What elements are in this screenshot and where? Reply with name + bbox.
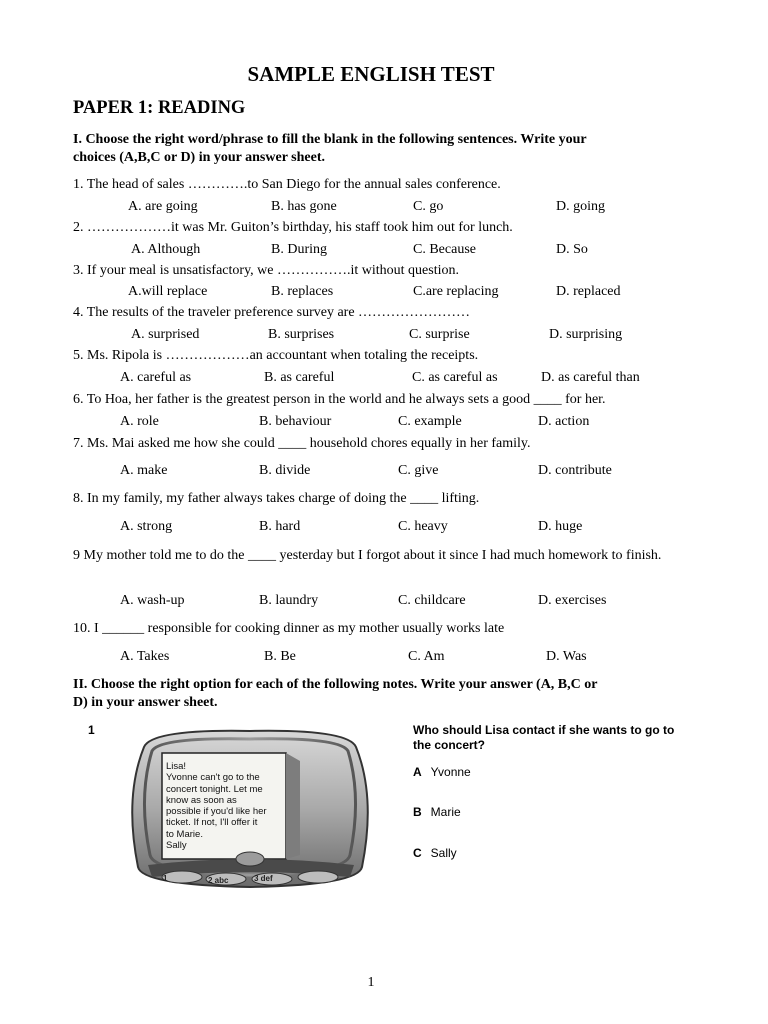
option: C. Am [408, 649, 445, 664]
option: B. During [271, 242, 327, 257]
option: D. Was [546, 649, 587, 664]
phone-key [298, 871, 338, 883]
paper-heading: PAPER 1: READING [73, 98, 246, 118]
message-line: ticket. If not, I'll offer it [166, 817, 258, 829]
question-2: 2. ………………it was Mr. Guiton’s birthday, his staff took him out for lunch. [73, 220, 513, 235]
note-question: Who should Lisa contact if she wants to go to the concert? [413, 723, 675, 752]
option: D. action [538, 414, 590, 429]
note-option-b [413, 805, 461, 819]
option: D. surprising [549, 327, 623, 342]
question-10: 10. I ______ responsible for cooking dinner as my mother usually works late [73, 621, 505, 636]
option: B. as careful [264, 370, 335, 385]
message-line: know as soon as [166, 794, 237, 806]
question-3: 3. If your meal is unsatisfactory, we …………….it without question. [73, 263, 459, 278]
option: C. as careful as [412, 370, 498, 385]
page-number: 1 [367, 975, 375, 990]
option: D. contribute [538, 463, 612, 478]
option-letter: C [413, 846, 422, 860]
section-1-heading-line: I. Choose the right word/phrase to fill the blank in the following sentences. Write your [73, 132, 587, 147]
phone-key-label: 3 def [254, 874, 273, 883]
phone-key [162, 871, 202, 883]
option: C. childcare [398, 593, 466, 608]
section-2-heading-line: D) in your answer sheet. [73, 695, 218, 710]
option: D. as careful than [541, 370, 640, 385]
option: B. has gone [271, 199, 337, 214]
question-4: 4. The results of the traveler preference survey are …………………… [73, 305, 471, 320]
option: A. surprised [131, 327, 200, 342]
page-title: SAMPLE ENGLISH TEST [247, 62, 495, 86]
option: D. So [556, 242, 588, 257]
section-2-heading [73, 676, 673, 712]
option: C.are replacing [413, 284, 499, 299]
phone-screen-shadow [286, 753, 300, 859]
option: C. heavy [398, 519, 448, 534]
message-line: Yvonne can't go to the [166, 772, 260, 784]
option: B. behaviour [259, 414, 332, 429]
option: C. surprise [409, 327, 470, 342]
option: B. laundry [259, 593, 319, 608]
option: D. replaced [556, 284, 621, 299]
option: A. make [120, 463, 168, 478]
option: C. Because [413, 242, 476, 257]
section-1-heading [73, 131, 673, 167]
question-1: 1. The head of sales ………….to San Diego for the annual sales conference. [73, 177, 501, 192]
option-letter: B [413, 805, 422, 819]
question-5: 5. Ms. Ripola is ………………an accountant when totaling the receipts. [73, 348, 479, 363]
option: C. go [413, 199, 444, 214]
option: A. Takes [120, 649, 170, 664]
option: D. exercises [538, 593, 607, 608]
option: C. example [398, 414, 462, 429]
phone-key-label: 2 abc [208, 876, 229, 885]
option: B. hard [259, 519, 301, 534]
option: A.will replace [128, 284, 208, 299]
question-9: 9 My mother told me to do the ____ yesterday but I forgot about it since I had much homework to finish. [73, 548, 662, 563]
option: D. huge [538, 519, 583, 534]
message-line: Sally [166, 840, 187, 852]
question-6: 6. To Hoa, her father is the greatest person in the world and he always sets a good ____ for her. [73, 392, 606, 407]
message-line: concert tonight. Let me [166, 783, 263, 795]
option: A. Although [131, 242, 201, 257]
section-2-heading-line: II. Choose the right option for each of the following notes. Write your answer (A, B,C or [73, 677, 598, 692]
option-letter: A [413, 765, 422, 779]
phone-message [166, 761, 286, 851]
section-1-heading-line: choices (A,B,C or D) in your answer sheet. [73, 150, 325, 165]
option: B. Be [264, 649, 296, 664]
phone-nav-key [236, 852, 264, 866]
option: A. strong [120, 519, 173, 534]
note-option-a [413, 765, 471, 779]
option: A. role [120, 414, 159, 429]
option-text: Yvonne [430, 765, 471, 779]
option: D. going [556, 199, 605, 214]
option: A. careful as [120, 370, 192, 385]
option: B. replaces [271, 284, 334, 299]
phone-key-label: 1 [163, 874, 168, 883]
question-7: 7. Ms. Mai asked me how she could ____ household chores equally in her family. [73, 436, 531, 451]
option: B. divide [259, 463, 311, 478]
option: C. give [398, 463, 439, 478]
message-line: possible if you'd like her [166, 806, 267, 818]
option-text: Sally [430, 846, 457, 860]
option-text: Marie [430, 805, 461, 819]
note-number: 1 [88, 723, 95, 737]
question-8: 8. In my family, my father always takes charge of doing the ____ lifting. [73, 491, 480, 506]
option: A. are going [128, 199, 198, 214]
message-line: Lisa! [166, 761, 187, 772]
option: B. surprises [268, 327, 335, 342]
note-option-c [413, 846, 457, 860]
message-line: to Marie. [166, 828, 203, 840]
option: A. wash-up [120, 593, 185, 608]
